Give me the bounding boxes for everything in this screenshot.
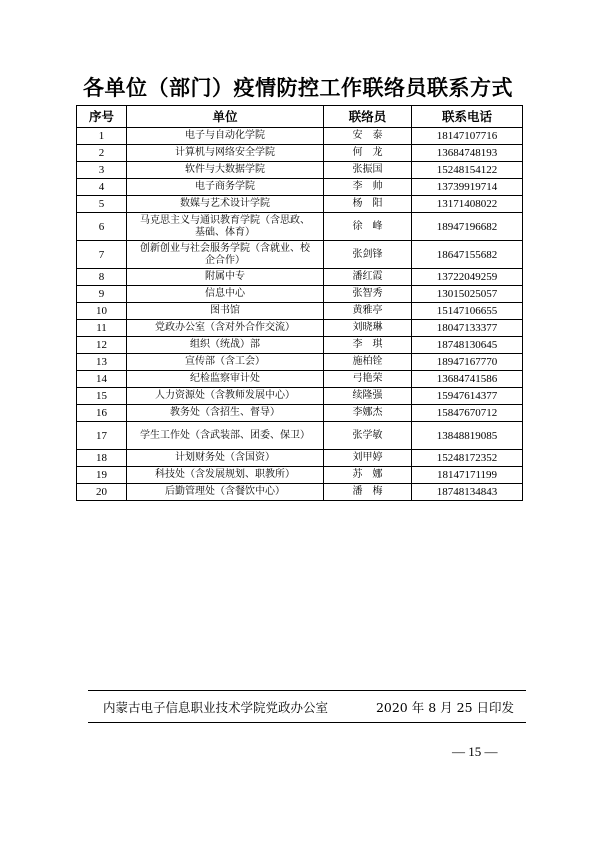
row-unit: 软件与大数据学院	[127, 162, 324, 179]
row-phone: 13684748193	[412, 145, 523, 162]
footer-divider-top	[88, 690, 526, 691]
row-number: 20	[77, 484, 127, 501]
table-row	[77, 128, 523, 145]
table-row	[77, 241, 523, 269]
row-unit: 科技处（含发展规划、职教所）	[127, 467, 324, 484]
row-unit: 数媒与艺术设计学院	[127, 196, 324, 213]
row-contact: 张学敏	[324, 422, 412, 450]
document-title: 各单位（部门）疫情防控工作联络员联系方式	[83, 75, 513, 100]
row-unit: 纪检监察审计处	[127, 371, 324, 388]
row-unit: 信息中心	[127, 286, 324, 303]
row-phone: 13848819085	[412, 422, 523, 450]
row-phone: 13739919714	[412, 179, 523, 196]
row-contact: 张振国	[324, 162, 412, 179]
row-phone: 15947614377	[412, 388, 523, 405]
table-row	[77, 405, 523, 422]
row-number: 13	[77, 354, 127, 371]
row-contact: 黄雅亭	[324, 303, 412, 320]
table-row	[77, 354, 523, 371]
header-contact: 联络员	[324, 106, 412, 128]
row-contact: 潘 梅	[324, 484, 412, 501]
row-phone: 18047133377	[412, 320, 523, 337]
table-row	[77, 269, 523, 286]
row-phone: 13015025057	[412, 286, 523, 303]
row-unit: 电子商务学院	[127, 179, 324, 196]
row-unit: 创新创业与社会服务学院（含就业、校企合作）	[127, 241, 324, 269]
row-unit: 电子与自动化学院	[127, 128, 324, 145]
table-row	[77, 450, 523, 467]
row-contact: 杨 阳	[324, 196, 412, 213]
row-number: 10	[77, 303, 127, 320]
row-phone: 18147171199	[412, 467, 523, 484]
table-header-row	[77, 106, 523, 128]
row-unit: 人力资源处（含教师发展中心）	[127, 388, 324, 405]
row-number: 11	[77, 320, 127, 337]
row-contact: 弓艳荣	[324, 371, 412, 388]
row-phone: 18947196682	[412, 213, 523, 241]
row-number: 3	[77, 162, 127, 179]
row-number: 17	[77, 422, 127, 450]
row-phone: 15847670712	[412, 405, 523, 422]
row-contact: 李 琪	[324, 337, 412, 354]
page-number: — 15 —	[452, 744, 498, 759]
row-number: 19	[77, 467, 127, 484]
row-contact: 施柏铨	[324, 354, 412, 371]
table-row	[77, 337, 523, 354]
table-row	[77, 303, 523, 320]
row-number: 16	[77, 405, 127, 422]
row-phone: 18947167770	[412, 354, 523, 371]
row-number: 15	[77, 388, 127, 405]
row-unit: 教务处（含招生、督导）	[127, 405, 324, 422]
footer-date: 2020 年 8 月 25 日印发	[375, 700, 514, 715]
header-phone: 联系电话	[412, 106, 523, 128]
row-unit: 计算机与网络安全学院	[127, 145, 324, 162]
row-phone: 13171408022	[412, 196, 523, 213]
row-number: 12	[77, 337, 127, 354]
row-unit: 党政办公室（含对外合作交流）	[127, 320, 324, 337]
row-contact: 安 泰	[324, 128, 412, 145]
row-contact: 潘红霞	[324, 269, 412, 286]
table-row	[77, 388, 523, 405]
header-number: 序号	[77, 106, 127, 128]
row-unit: 附属中专	[127, 269, 324, 286]
table-row	[77, 145, 523, 162]
table-row	[77, 484, 523, 501]
row-phone: 18147107716	[412, 128, 523, 145]
row-number: 6	[77, 213, 127, 241]
row-contact: 苏 娜	[324, 467, 412, 484]
row-contact: 徐 峰	[324, 213, 412, 241]
table-row	[77, 371, 523, 388]
row-number: 1	[77, 128, 127, 145]
row-unit: 宣传部（含工会）	[127, 354, 324, 371]
row-contact: 张剑锋	[324, 241, 412, 269]
row-number: 9	[77, 286, 127, 303]
row-number: 7	[77, 241, 127, 269]
row-phone: 13722049259	[412, 269, 523, 286]
row-unit: 学生工作处（含武装部、团委、保卫）	[127, 422, 324, 450]
header-unit: 单位	[127, 106, 324, 128]
row-number: 2	[77, 145, 127, 162]
row-contact: 何 龙	[324, 145, 412, 162]
table-row	[77, 286, 523, 303]
table-row	[77, 320, 523, 337]
table-row	[77, 179, 523, 196]
row-contact: 张智秀	[324, 286, 412, 303]
row-phone: 18748130645	[412, 337, 523, 354]
table-row	[77, 422, 523, 450]
row-number: 5	[77, 196, 127, 213]
table-row	[77, 467, 523, 484]
row-phone: 13684741586	[412, 371, 523, 388]
row-number: 14	[77, 371, 127, 388]
row-phone: 18748134843	[412, 484, 523, 501]
footer-issuer: 内蒙古电子信息职业技术学院党政办公室	[103, 700, 329, 715]
table-row	[77, 213, 523, 241]
row-number: 18	[77, 450, 127, 467]
table-row	[77, 162, 523, 179]
row-contact: 李 帅	[324, 179, 412, 196]
row-phone: 18647155682	[412, 241, 523, 269]
table-row	[77, 196, 523, 213]
row-number: 4	[77, 179, 127, 196]
row-unit: 图书馆	[127, 303, 324, 320]
row-contact: 续隆强	[324, 388, 412, 405]
footer-divider-bottom	[88, 722, 526, 723]
row-unit: 后勤管理处（含餐饮中心）	[127, 484, 324, 501]
row-phone: 15248154122	[412, 162, 523, 179]
row-phone: 15147106655	[412, 303, 523, 320]
contact-table	[76, 105, 523, 501]
row-unit: 组织（统战）部	[127, 337, 324, 354]
row-phone: 15248172352	[412, 450, 523, 467]
row-unit: 马克思主义与通识教育学院（含思政、基础、体育）	[127, 213, 324, 241]
row-unit: 计划财务处（含国资）	[127, 450, 324, 467]
row-contact: 李娜杰	[324, 405, 412, 422]
row-number: 8	[77, 269, 127, 286]
row-contact: 刘晓琳	[324, 320, 412, 337]
row-contact: 刘甲婷	[324, 450, 412, 467]
